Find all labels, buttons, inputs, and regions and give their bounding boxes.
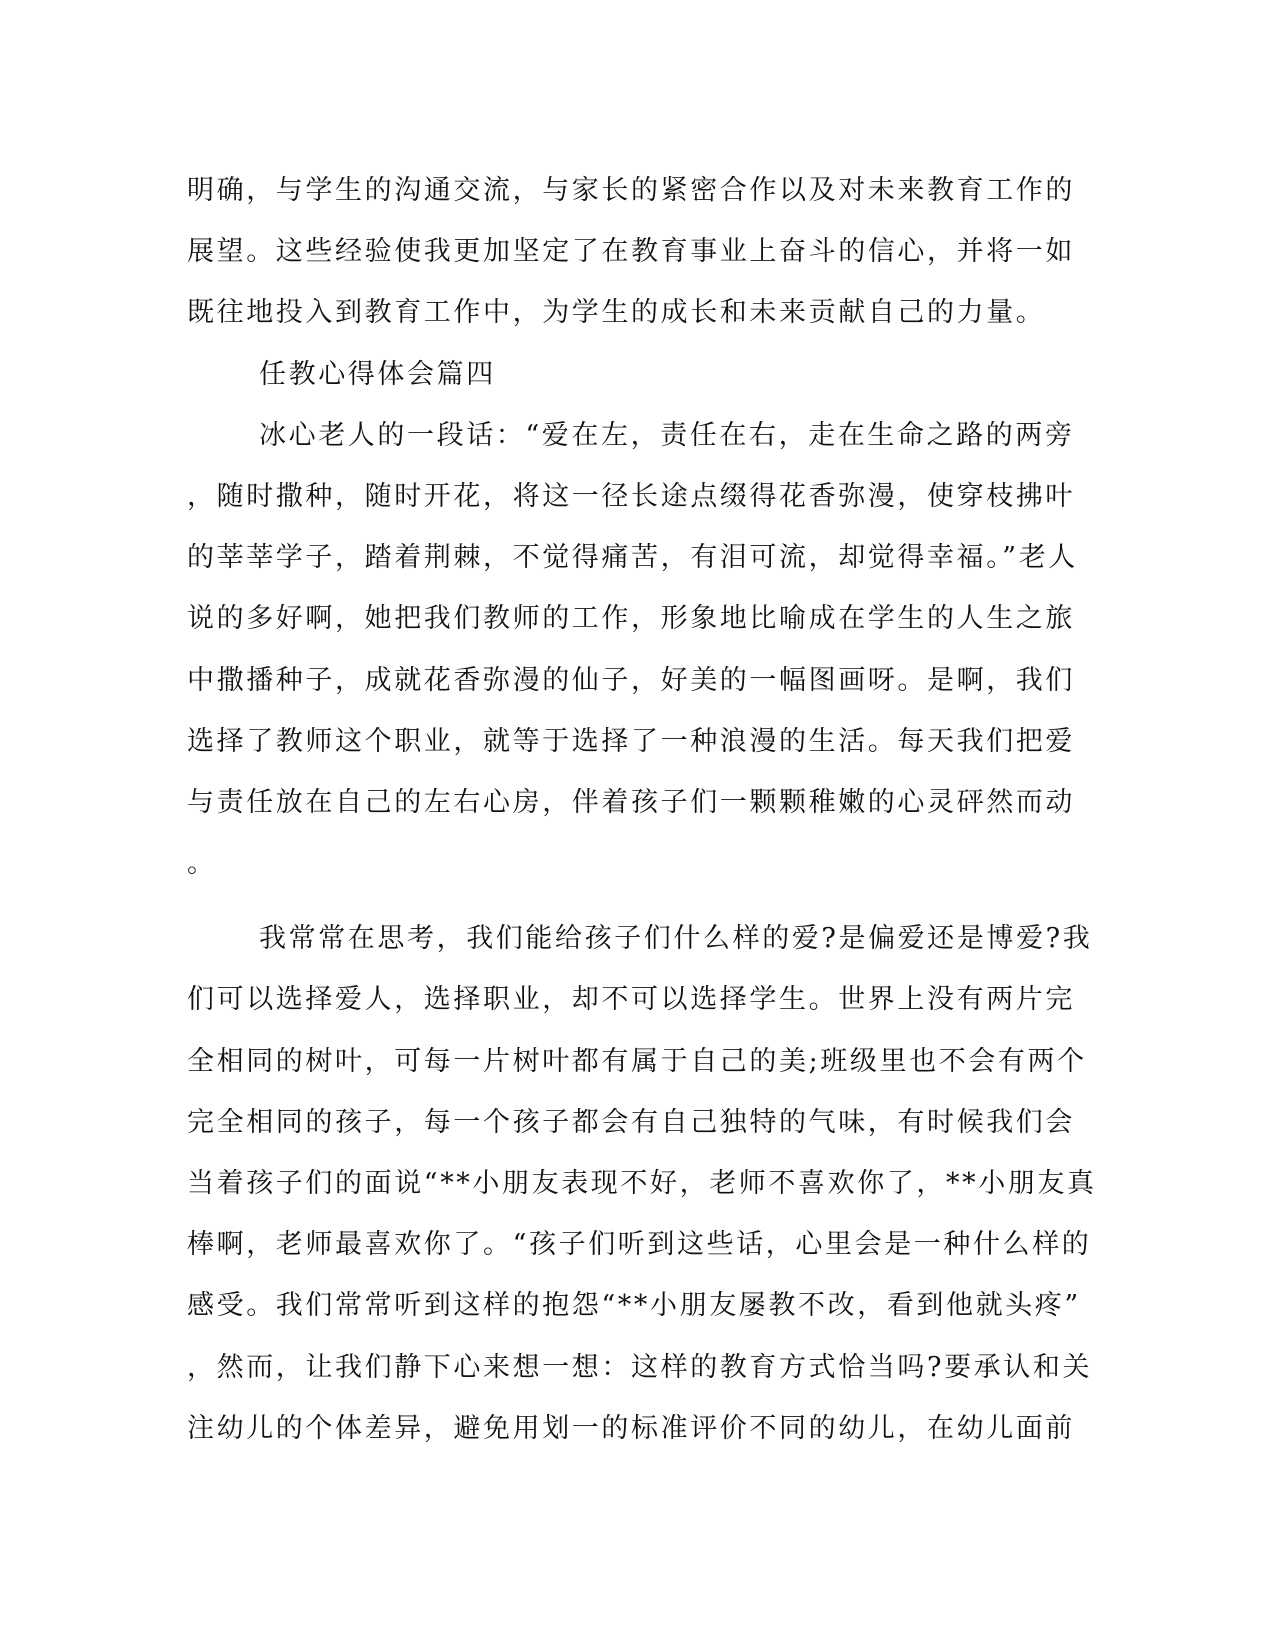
paragraph-line: 们可以选择爱人，选择职业，却不可以选择学生。世界上没有两片完 (187, 984, 1075, 1016)
paragraph-line: 展望。这些经验使我更加坚定了在教育事业上奋斗的信心，并将一如 (187, 236, 1075, 268)
paragraph-line: 感受。我们常常听到这样的抱怨“**小朋友屡教不改，看到他就头疼” (187, 1290, 1081, 1322)
paragraph-line: 。 (187, 848, 217, 880)
paragraph-line: 棒啊，老师最喜欢你了。“孩子们听到这些话，心里会是一种什么样的 (187, 1229, 1092, 1261)
paragraph-line: 说的多好啊，她把我们教师的工作，形象地比喻成在学生的人生之旅 (187, 603, 1075, 635)
paragraph-line: 注幼儿的个体差异，避免用划一的标准评价不同的幼儿，在幼儿面前 (187, 1412, 1075, 1444)
paragraph-line: 中撒播种子，成就花香弥漫的仙子，好美的一幅图画呀。是啊，我们 (187, 664, 1075, 696)
paragraph-line: 完全相同的孩子，每一个孩子都会有自己独特的气味，有时候我们会 (187, 1106, 1075, 1138)
document-body (187, 160, 1097, 1459)
paragraph-line: ，随时撒种，随时开花，将这一径长途点缀得花香弥漫，使穿枝拂叶 (187, 480, 1075, 512)
section-heading: 任教心得体会篇四 (259, 358, 496, 390)
paragraph-line: 当着孩子们的面说“**小朋友表现不好，老师不喜欢你了，**小朋友真 (187, 1168, 1097, 1199)
paragraph-line: 明确，与学生的沟通交流，与家长的紧密合作以及对未来教育工作的 (187, 175, 1075, 206)
paragraph-line: 全相同的树叶，可每一片树叶都有属于自己的美;班级里也不会有两个 (187, 1045, 1087, 1077)
paragraph-line: 既往地投入到教育工作中，为学生的成长和未来贡献自己的力量。 (187, 297, 1046, 329)
paragraph-line: 选择了教师这个职业，就等于选择了一种浪漫的生活。每天我们把爱 (187, 725, 1075, 757)
paragraph-gap (187, 894, 1067, 908)
paragraph-line: 我常常在思考，我们能给孩子们什么样的爱?是偏爱还是博爱?我 (259, 923, 1093, 955)
paragraph-line: 冰心老人的一段话：“爱在左，责任在右，走在生命之路的两旁 (259, 419, 1075, 451)
paragraph-line: 的莘莘学子，踏着荆棘，不觉得痛苦，有泪可流，却觉得幸福。”老人 (187, 542, 1078, 574)
paragraph-line: 与责任放在自己的左右心房，伴着孩子们一颗颗稚嫩的心灵砰然而动 (187, 786, 1075, 818)
paragraph-line: ，然而，让我们静下心来想一想：这样的教育方式恰当吗?要承认和关 (187, 1351, 1093, 1383)
